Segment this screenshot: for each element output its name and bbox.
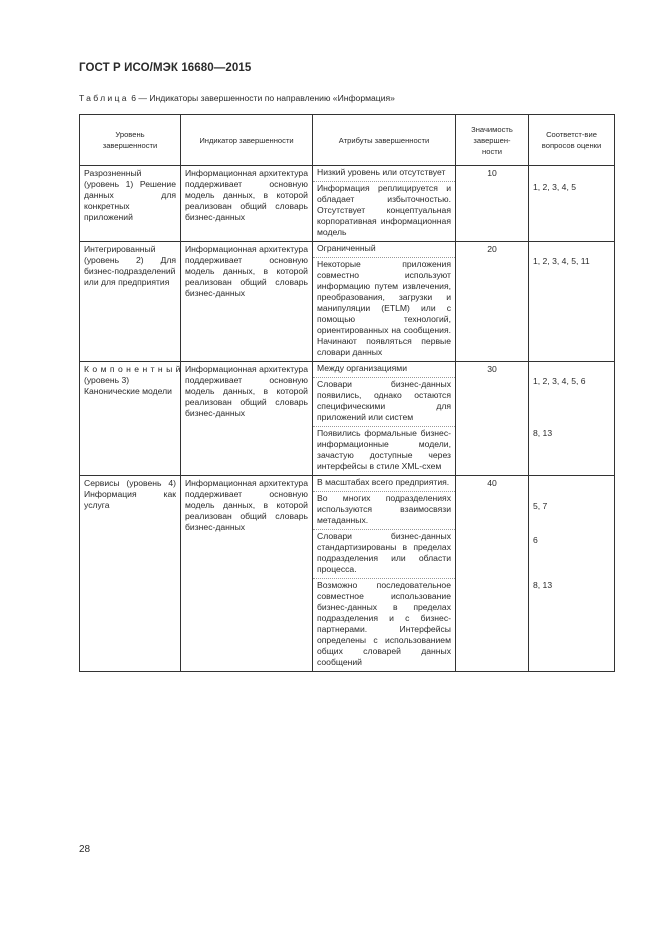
- significance-cell: 10: [456, 166, 529, 242]
- compliance-cell: [529, 166, 615, 242]
- attribute-item: Возможно последовательное совместное использование бизнес-данных в пределах подразделения и с бизнес-партнерами. Интерфейсы определены с использованием общих словарей данных сообщений: [313, 578, 455, 671]
- compliance-cell: [529, 476, 615, 672]
- table-row: [80, 242, 615, 362]
- compliance-value: 1, 2, 3, 4, 5, 11: [533, 256, 590, 266]
- attribute-item: Появились формальные бизнес-информационные модели, зачастую доступные через интерфейсы в стиле XML-схем: [313, 426, 455, 475]
- attributes-cell: [313, 242, 456, 362]
- table-row: [80, 476, 615, 672]
- compliance-cell: [529, 362, 615, 476]
- page-number: 28: [79, 844, 91, 855]
- header-compliance: Соответст-вие вопросов оценки: [529, 115, 615, 166]
- compliance-cell: [529, 242, 615, 362]
- level-cell: Интегрированный (уровень 2) Для бизнес-подразделений или для предприятия: [80, 242, 181, 362]
- attribute-item: Некоторые приложения совместно используют информацию путем извлечения, преобразования, загрузки и манипуляции (ETLM) или с помощью технологий, ориентированных на сообщения. Начинают появляться первые словари данных: [313, 257, 455, 361]
- table-caption-word: Таблица: [79, 93, 129, 103]
- attribute-item: Словари бизнес-данных стандартизированы в пределах подразделения или области процесса.: [313, 529, 455, 578]
- table-caption-text: 6 — Индикаторы завершенности по направлению «Информация»: [131, 93, 395, 103]
- indicator-cell: Информационная архитектура поддерживает основную модель данных, в которой реализован общий словарь бизнес-данных: [181, 166, 313, 242]
- indicator-cell: Информационная архитектура поддерживает основную модель данных, в которой реализован общий словарь бизнес-данных: [181, 362, 313, 476]
- compliance-value: 8, 13: [533, 428, 553, 438]
- level-word: Компонентный: [84, 364, 184, 374]
- document-title: ГОСТ Р ИСО/МЭК 16680—2015: [79, 62, 252, 74]
- table-header-row: [80, 115, 615, 166]
- indicator-cell: Информационная архитектура поддерживает основную модель данных, в которой реализован общий словарь бизнес-данных: [181, 476, 313, 672]
- attributes-cell: [313, 476, 456, 672]
- indicator-cell: Информационная архитектура поддерживает основную модель данных, в которой реализован общий словарь бизнес-данных: [181, 242, 313, 362]
- attribute-item: Низкий уровень или отсутствует: [317, 167, 446, 177]
- attribute-item: Между организациями: [317, 363, 408, 373]
- compliance-value: 1, 2, 3, 4, 5, 6: [533, 376, 586, 386]
- header-indicator: Индикатор завершенности: [181, 115, 313, 166]
- level-cell: Разрозненный (уровень 1) Решение данных для конкретных приложений: [80, 166, 181, 242]
- level-cell: Сервисы (уровень 4) Информация как услуга: [80, 476, 181, 672]
- compliance-value: 6: [533, 535, 538, 545]
- significance-cell: 20: [456, 242, 529, 362]
- header-level: Уровень завершенности: [80, 115, 181, 166]
- compliance-value: 5, 7: [533, 501, 548, 511]
- significance-cell: 30: [456, 362, 529, 476]
- completeness-table: [79, 114, 615, 672]
- attribute-item: Ограниченный: [317, 243, 376, 253]
- table-row: [80, 362, 615, 476]
- significance-cell: 40: [456, 476, 529, 672]
- table-caption: [79, 93, 395, 103]
- level-text: (уровень 3) Канонические модели: [84, 375, 172, 396]
- compliance-value: 8, 13: [533, 580, 553, 590]
- header-significance: Значимость завершен-ности: [456, 115, 529, 166]
- attribute-item: В масштабах всего предприятия.: [317, 477, 450, 487]
- attribute-item: Словари бизнес-данных появились, однако остаются специфическими для приложений или систем: [313, 377, 455, 426]
- header-attributes: Атрибуты завершенности: [313, 115, 456, 166]
- compliance-value: 1, 2, 3, 4, 5: [533, 182, 576, 192]
- attributes-cell: [313, 362, 456, 476]
- attributes-cell: [313, 166, 456, 242]
- level-cell: [80, 362, 184, 476]
- table-row: [80, 166, 615, 242]
- attribute-item: Информация реплицируется и обладает избыточностью. Отсутствует концептуальная корпоративная информационная модель: [313, 181, 455, 241]
- attribute-item: Во многих подразделениях используются взаимосвязи метаданных.: [313, 491, 455, 529]
